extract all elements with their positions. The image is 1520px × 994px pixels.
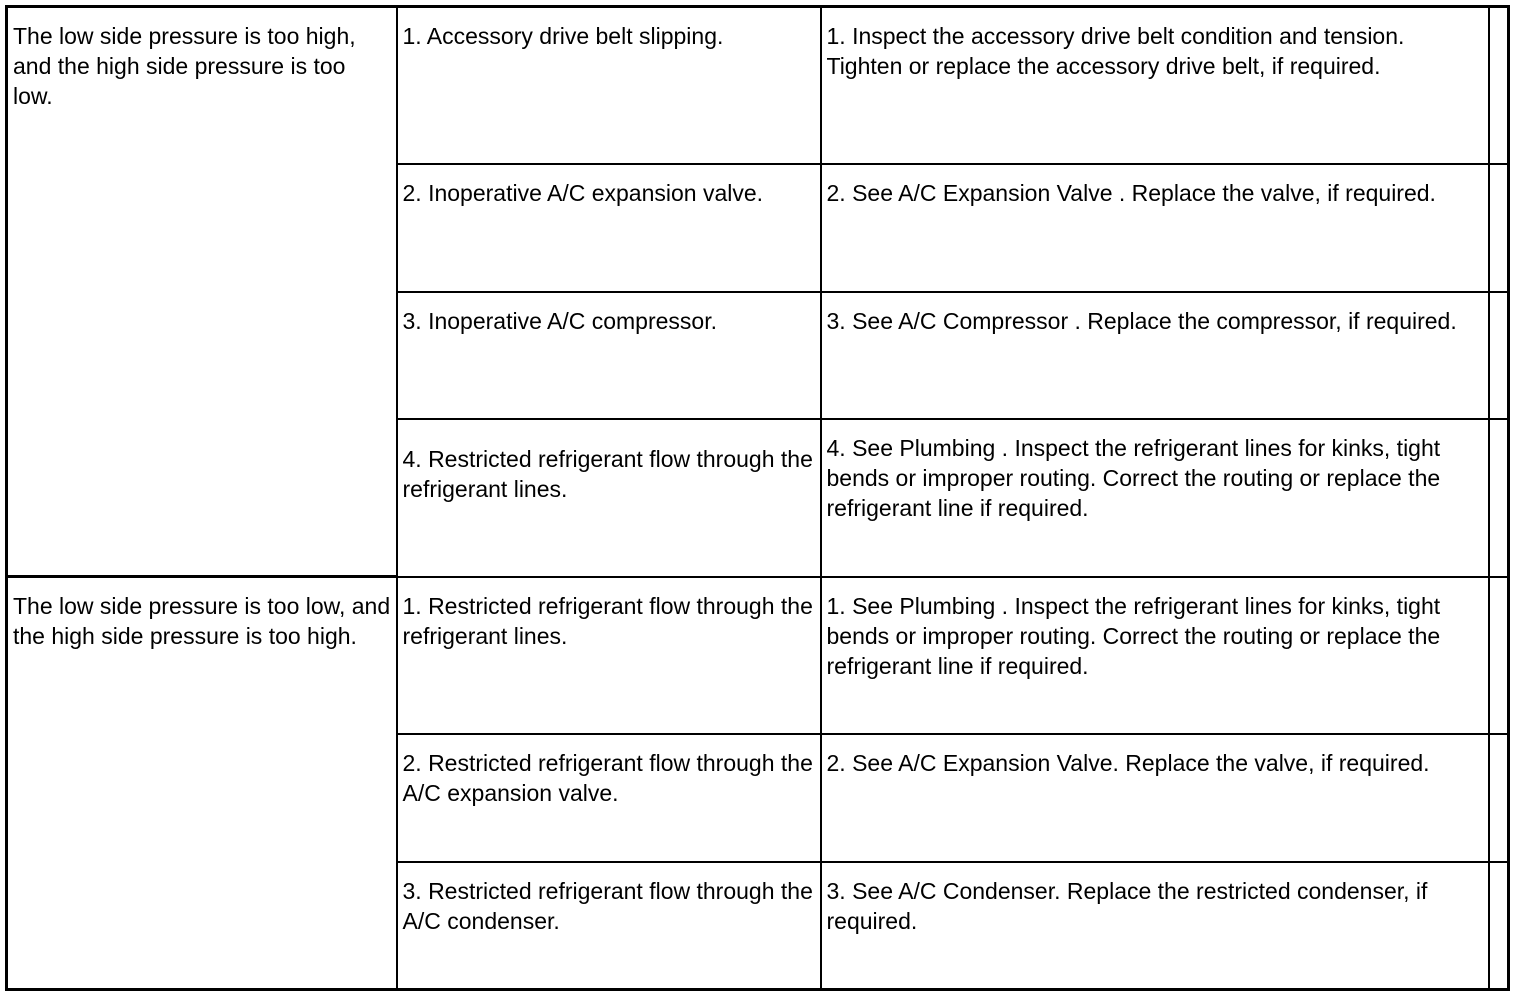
action-cell [821,577,1489,734]
action-text-suffix: . Replace the valve, if required. [1112,749,1430,776]
cause-text: 4. Restricted refrigerant flow through the refrigerant lines. [402,445,813,502]
action-cell [821,862,1489,990]
edge-cell [1489,577,1509,734]
edge-cell [1489,862,1509,990]
reference-link[interactable]: A/C Expansion Valve [898,749,1113,776]
cause-text: 1. Restricted refrigerant flow through the refrigerant lines. [402,592,813,649]
cause-cell [397,164,821,292]
action-text-suffix: . Replace the restricted condenser, if required. [826,877,1428,934]
symptom-cell [7,577,397,990]
action-cell [821,164,1489,292]
reference-link[interactable]: A/C Expansion Valve [898,179,1113,206]
action-text-suffix: . Inspect the refrigerant lines for kinks, tight bends or improper routing. Correct the routing or replace the refrigerant line if required. [826,592,1441,679]
action-text: 1. See [826,592,900,619]
cause-cell [397,7,821,164]
edge-cell [1489,734,1509,862]
action-text-suffix: . Replace the compressor, if required. [1068,307,1457,334]
action-text: 3. See [826,307,899,334]
cause-cell [397,419,821,577]
cause-text: 2. Inoperative A/C expansion valve. [402,179,764,206]
action-cell [821,734,1489,862]
action-text-suffix: . Replace the valve, if required. [1112,179,1436,206]
symptom-text: The low side pressure is too high, and the high side pressure is too low. [13,23,356,109]
cause-text: 3. Inoperative A/C compressor. [402,307,717,334]
cause-text: 3. Restricted refrigerant flow through the A/C condenser. [402,877,813,934]
reference-link[interactable]: Plumbing [899,434,996,461]
edge-cell [1489,292,1509,419]
action-text: 1. Inspect the accessory drive belt condition and tension. Tighten or replace the accessory drive belt, if required. [826,23,1405,79]
cause-cell [397,734,821,862]
symptom-cell [7,7,397,577]
table-row [7,577,1509,734]
edge-cell [1489,7,1509,164]
cause-text: 2. Restricted refrigerant flow through the A/C expansion valve. [402,749,813,806]
diagnostic-table [5,5,1510,991]
edge-cell [1489,419,1509,577]
edge-cell [1489,164,1509,292]
action-cell [821,7,1489,164]
symptom-text: The low side pressure is too low, and the high side pressure is too high. [13,593,391,649]
action-text: 2. See [826,749,899,776]
reference-link[interactable]: A/C Compressor [898,307,1069,334]
action-text: 4. See [826,434,900,461]
action-cell [821,292,1489,419]
table-row [7,7,1509,164]
cause-cell [397,577,821,734]
action-text: 2. See [826,179,899,206]
reference-link[interactable]: A/C Condenser [898,877,1055,904]
action-cell [821,419,1489,577]
cause-text: 1. Accessory drive belt slipping. [402,23,724,49]
cause-cell [397,292,821,419]
reference-link[interactable]: Plumbing [899,592,996,619]
action-text-suffix: . Inspect the refrigerant lines for kinks, tight bends or improper routing. Correct the routing or replace the refrigerant line if required. [826,434,1441,521]
cause-cell [397,862,821,990]
action-text: 3. See [826,877,899,904]
